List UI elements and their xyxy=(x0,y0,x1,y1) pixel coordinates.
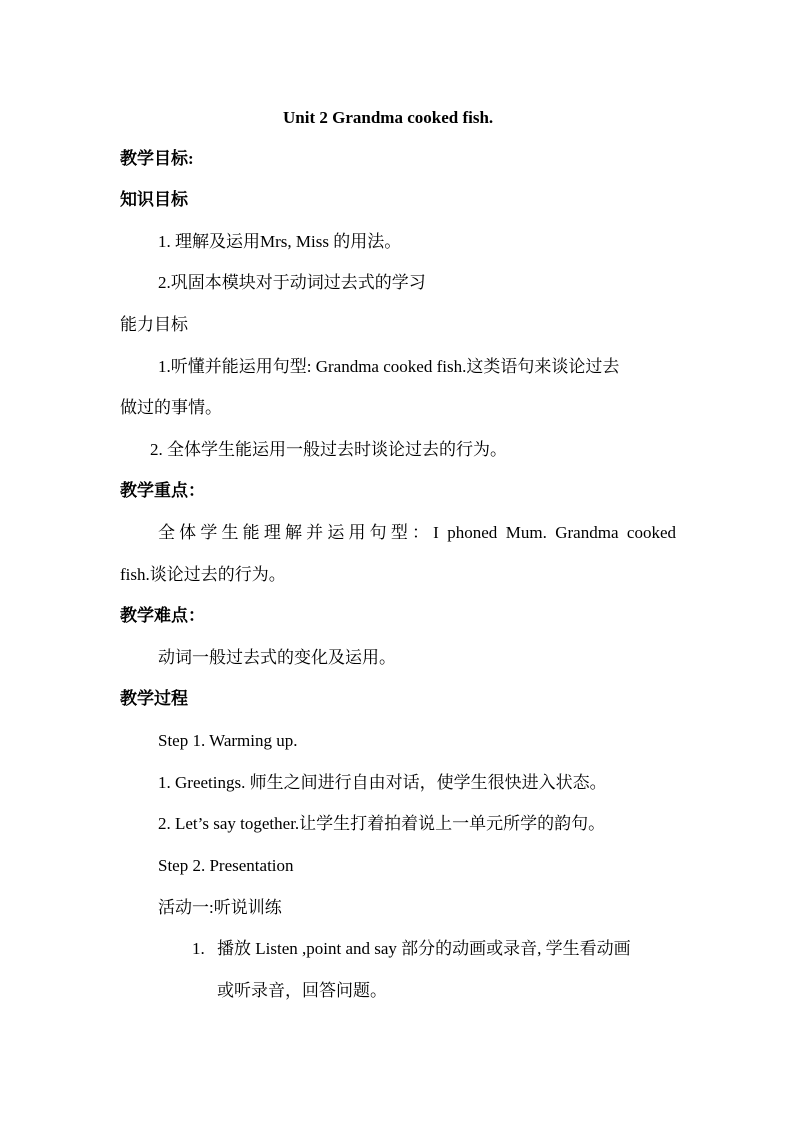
difficult-points-text: 动词一般过去式的变化及运用。 xyxy=(158,648,396,667)
ability-goal-item: 2. 全体学生能运用一般过去时谈论过去的行为。 xyxy=(150,440,507,459)
knowledge-goal-item: 2.巩固本模块对于动词过去式的学习 xyxy=(158,273,426,292)
teaching-process-heading: 教学过程 xyxy=(120,689,188,708)
activity-item-line: 或听录音，回答问题。 xyxy=(217,981,387,1000)
activity-item-line: 播放 Listen ,point and say 部分的动画或录音, 学生看动画 xyxy=(217,939,631,958)
activity-heading: 活动一:听说训练 xyxy=(158,898,282,917)
ability-goal-item-line: 做过的事情。 xyxy=(120,398,222,417)
key-points-line: fish.谈论过去的行为。 xyxy=(120,565,286,584)
knowledge-goals-heading: 知识目标 xyxy=(120,190,188,209)
difficult-points-heading: 教学难点： xyxy=(120,606,205,625)
key-points-line: 全体学生能理解并运用句型：I phoned Mum. Grandma cooked xyxy=(158,523,676,542)
step-item: 1. Greetings. 师生之间进行自由对话，使学生很快进入状态。 xyxy=(158,773,607,792)
knowledge-goal-item: 1. 理解及运用Mrs, Miss 的用法。 xyxy=(158,232,402,251)
ability-goals-heading: 能力目标 xyxy=(120,315,188,334)
step-item: 2. Let’s say together.让学生打着拍着说上一单元所学的韵句。 xyxy=(158,814,606,833)
ability-goal-item-line: 1.听懂并能运用句型: Grandma cooked fish.这类语句来谈论过去 xyxy=(158,357,620,376)
key-points-heading: 教学重点： xyxy=(120,481,205,500)
activity-item-number: 1. xyxy=(192,939,205,958)
teaching-goals-heading: 教学目标: xyxy=(120,149,194,168)
document-title: Unit 2 Grandma cooked fish. xyxy=(283,108,494,127)
step-heading: Step 1. Warming up. xyxy=(158,731,298,750)
step-heading: Step 2. Presentation xyxy=(158,856,294,875)
